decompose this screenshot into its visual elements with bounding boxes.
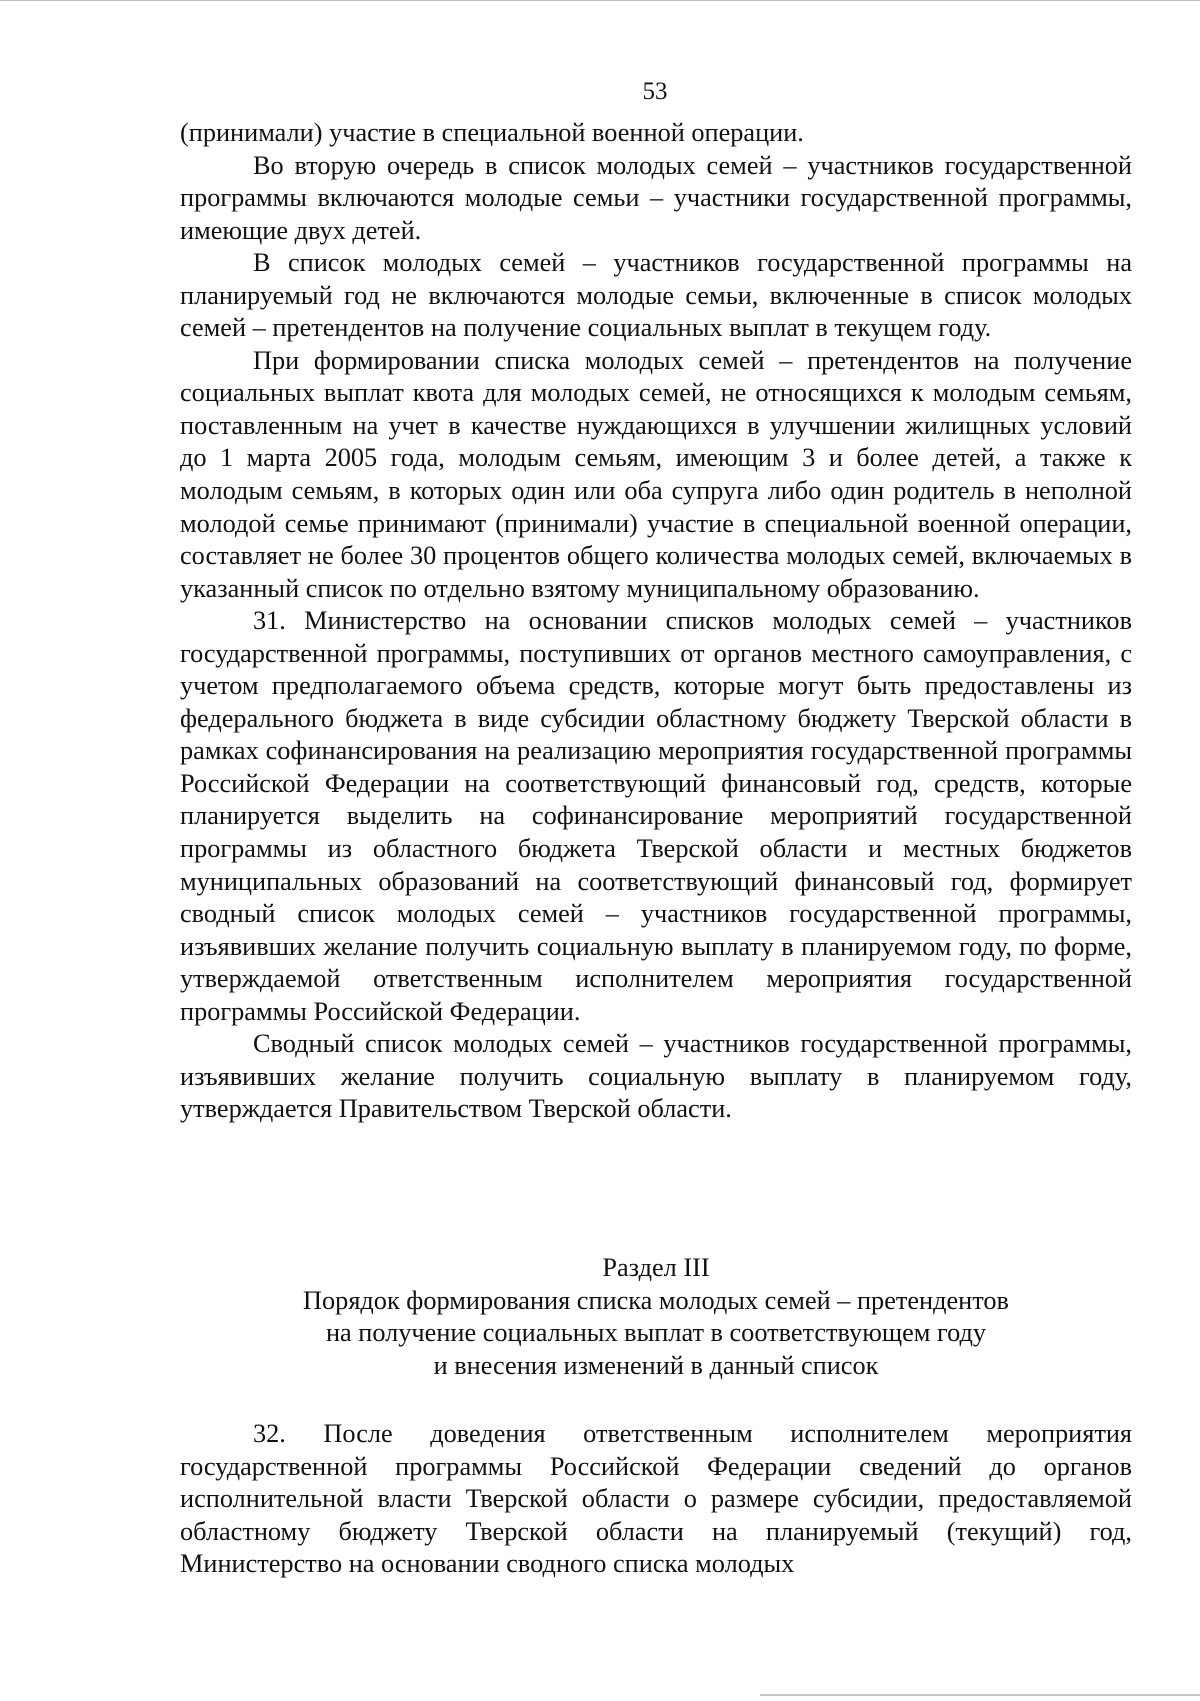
paragraph-3: В список молодых семей – участников государственной программы на планируемый год не включаются молодые семьи, включенные в список молодых семей – претендентов на получение социальных выплат в текущем году. xyxy=(180,248,1132,343)
section-heading xyxy=(180,1252,1132,1382)
page-number: 53 xyxy=(642,78,668,105)
paragraph-4: При формировании списка молодых семей – претендентов на получение социальных выплат квота для молодых семей, не относящихся к молодым семьям, поставленным на учет в качестве нуждающихся в улучшении жилищных условий до 1 марта 2005 года, молодым семьям, имеющим 3 и более детей, а также к молодым семьям, в которых один или оба супруга либо один родитель в неполной молодой семье принимают (принимали) участие в специальной военной операции, составляет не более 30 процентов общего количества молодых семей, включаемых в указанный список по отдельно взятому муниципальному образованию. xyxy=(180,345,1132,603)
paragraph-2: Во вторую очередь в список молодых семей – участников государственной программы включаются молодые семьи – участники государственной программы, имеющие двух детей. xyxy=(180,150,1132,245)
paragraph-5: 31. Министерство на основании списков молодых семей – участников государственной программы, поступивших от органов местного самоуправления, с учетом предполагаемого объема средств, которые могут быть предоставлены из федерального бюджета в виде субсидии областному бюджету Тверской области в рамках софинансирования на реализацию мероприятия государственной программы Российской Федерации на соответствующий финансовый год, средств, которые планируется выделить на софинансирование мероприятий государственной программы из областного бюджета Тверской области и местных бюджетов муниципальных образований на соответствующий финансовый год, формирует сводный список молодых семей – участников государственной программы, изъявивших желание получить социальную выплату в планируемом году, по форме, утверждаемой ответственным исполнителем мероприятия государственной программы Российской Федерации. xyxy=(180,606,1132,1026)
section-title-line-1: Порядок формирования списка молодых семей – претендентов xyxy=(303,1285,1009,1315)
body-text xyxy=(180,117,1132,1126)
section-label: Раздел III xyxy=(602,1253,710,1282)
section-title-line-2: на получение социальных выплат в соответствующем году xyxy=(325,1318,987,1348)
scan-edge-top xyxy=(0,0,1200,1)
paragraph-32: 32. После доведения ответственным исполнителем мероприятия государственной программы Российской Федерации сведений до органов исполнительной власти Тверской области о размере субсидии, предоставляемой областному бюджету Тверской области на планируемый (текущий) год, Министерство на основании сводного списка молодых xyxy=(180,1419,1132,1579)
section-title-line-3: и внесения изменений в данный список xyxy=(433,1350,879,1380)
paragraph-6: Сводный список молодых семей – участников государственной программы, изъявивших желание получить социальную выплату в планируемом году, утверждается Правительством Тверской области. xyxy=(180,1029,1132,1124)
section-text xyxy=(180,1418,1132,1581)
paragraph-1: (принимали) участие в специальной военной операции. xyxy=(180,118,804,147)
scan-edge-bottom xyxy=(760,1694,1200,1696)
